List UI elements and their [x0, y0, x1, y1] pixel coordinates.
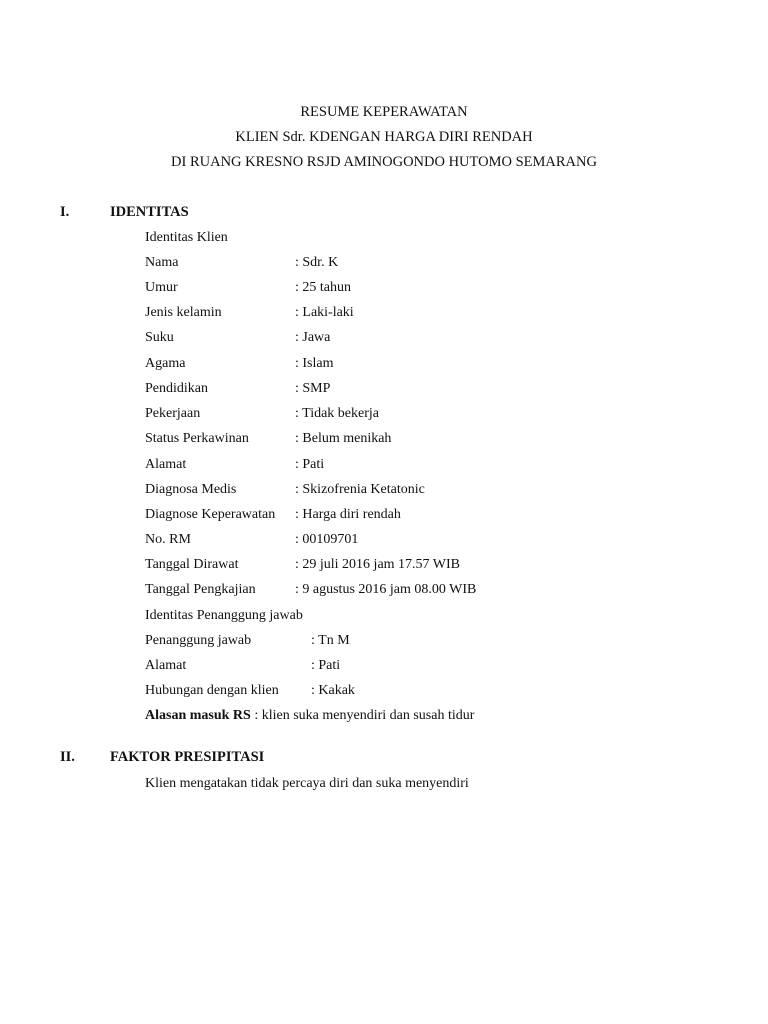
field-label: Diagnosa Medis	[145, 482, 237, 497]
field-label: Penanggung jawab	[145, 633, 252, 648]
field-label: Alamat	[145, 457, 187, 472]
guardian-identity-heading: Identitas Penanggung jawab	[145, 608, 303, 623]
section-1-title: IDENTITAS	[110, 204, 189, 220]
field-value: : Pati	[311, 658, 341, 673]
field-label: Hubungan dengan klien	[145, 683, 279, 698]
field-value: : Sdr. K	[295, 255, 339, 270]
field-label: Suku	[145, 330, 174, 345]
field-value: : Skizofrenia Ketatonic	[295, 482, 425, 497]
field-label: Status Perkawinan	[145, 431, 249, 446]
field-label: Umur	[145, 280, 178, 295]
field-label: Diagnose Keperawatan	[145, 507, 276, 522]
field-label: Nama	[145, 255, 179, 270]
admission-reason-label: Alasan masuk RS	[145, 708, 251, 723]
field-value: : Laki-laki	[295, 305, 354, 320]
field-label: Agama	[145, 356, 186, 371]
field-value: : Islam	[295, 356, 334, 371]
section-1-number: I.	[60, 204, 70, 220]
field-value: : Harga diri rendah	[295, 507, 401, 522]
admission-reason	[145, 708, 474, 724]
field-value: : Tn M	[311, 633, 350, 648]
field-value: : 25 tahun	[295, 280, 351, 295]
field-value: : Pati	[295, 457, 325, 472]
field-label: Tanggal Pengkajian	[145, 582, 256, 597]
admission-reason-value: : klien suka menyendiri dan susah tidur	[250, 708, 475, 723]
field-label: Alamat	[145, 658, 187, 673]
field-label: Pekerjaan	[145, 406, 201, 421]
section-2-title: FAKTOR PRESIPITASI	[110, 749, 265, 765]
section-2-number: II.	[60, 749, 75, 765]
field-value: : SMP	[295, 381, 331, 396]
field-value: : Jawa	[295, 330, 331, 345]
field-value: : Tidak bekerja	[295, 406, 379, 421]
field-label: No. RM	[145, 532, 191, 547]
field-value: : Belum menikah	[295, 431, 392, 446]
field-value: : 00109701	[295, 532, 359, 547]
field-value: : 29 juli 2016 jam 17.57 WIB	[295, 557, 461, 572]
field-label: Pendidikan	[145, 381, 208, 396]
field-value: : Kakak	[311, 683, 355, 698]
field-value: : 9 agustus 2016 jam 08.00 WIB	[295, 582, 477, 597]
field-label: Tanggal Dirawat	[145, 557, 239, 572]
field-label: Jenis kelamin	[145, 305, 222, 320]
doc-subtitle: KLIEN Sdr. KDENGAN HARGA DIRI RENDAH	[235, 129, 533, 145]
doc-location: DI RUANG KRESNO RSJD AMINOGONDO HUTOMO SEMARANG	[171, 154, 597, 170]
section-2-text: Klien mengatakan tidak percaya diri dan suka menyendiri	[145, 776, 469, 791]
client-identity-heading: Identitas Klien	[145, 230, 228, 245]
doc-title: RESUME KEPERAWATAN	[300, 104, 468, 120]
